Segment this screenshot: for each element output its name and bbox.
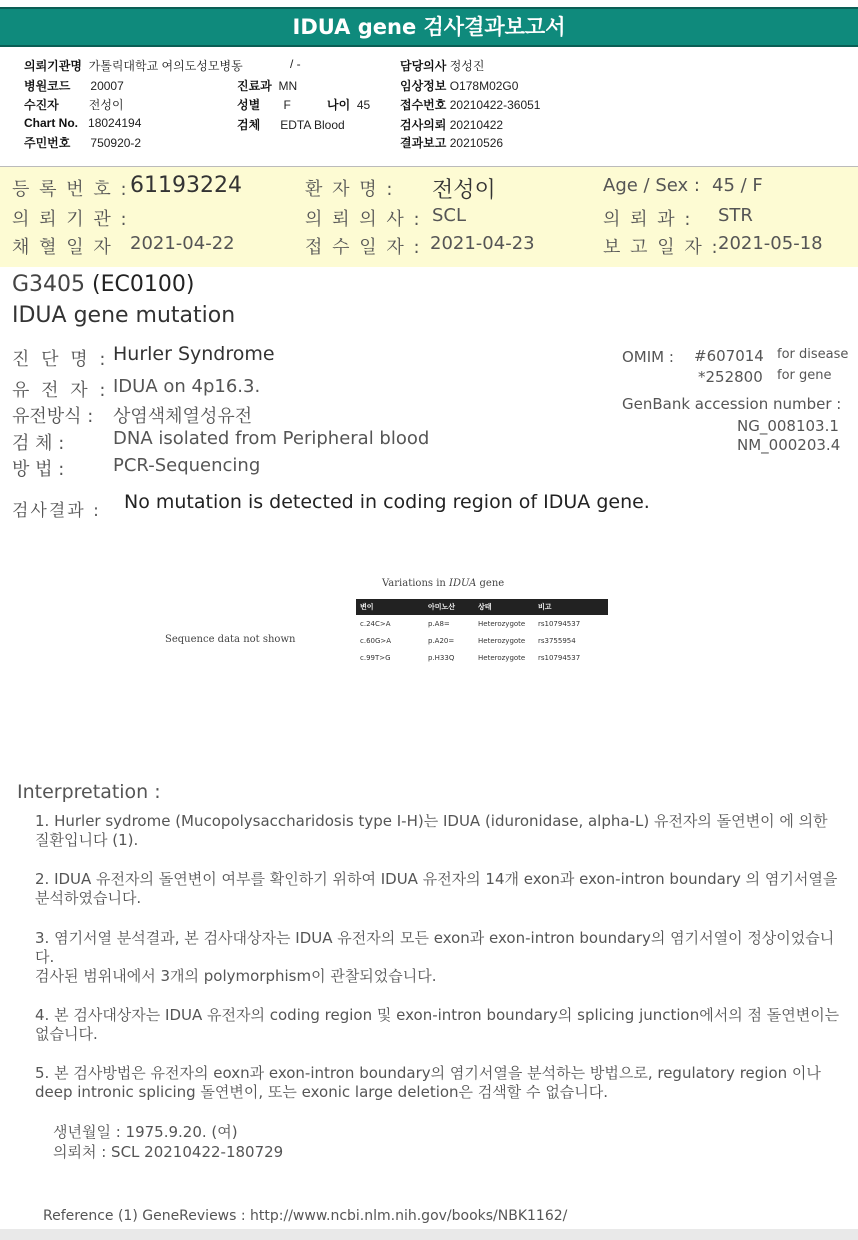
interpretation-item-5: 5. 본 검사방법은 유전자의 eoxn과 exon-intron boundary의 염기서열을 분석하는 방법으로, regulatory region 이나 deep intronic splicing 돌연변이, 또는 exonic large deletion은 검색할 수 없습니다. — [35, 1064, 821, 1101]
cell-variant: c.24C>A — [360, 619, 391, 628]
doctor-value: SCL — [432, 205, 467, 226]
patient-name-value: 전성이 — [432, 178, 496, 203]
diagnosis-value: Hurler Syndrome — [113, 343, 275, 365]
institution-label: 의 뢰 기 관 : — [12, 209, 129, 230]
omim-disease-note: for disease — [777, 347, 849, 362]
age-sex-value: 45 / F — [712, 175, 763, 196]
header-receipt-no: 접수번호 20210422-36051 — [400, 98, 541, 112]
gene-value: IDUA on 4p16.3. — [113, 376, 261, 397]
interpretation-item-4: 4. 본 검사대상자는 IDUA 유전자의 coding region 및 exon-intron boundary의 splicing junction에서의 점 돌연변이는 없습니다. — [35, 1006, 840, 1043]
interpretation-item-2: 2. IDUA 유전자의 돌연변이 여부를 확인하기 위하여 IDUA 유전자의 14개 exon과 exon-intron boundary 의 염기서열을 분석하였습니다. — [35, 870, 838, 907]
table-row — [356, 615, 608, 632]
header-hospital-code: 병원코드 20007 — [24, 79, 124, 93]
header-report-date: 결과보고 20210526 — [400, 136, 504, 150]
col-amino-acid: 아미노산 — [424, 599, 474, 615]
method-label: 방 법 : — [12, 459, 65, 480]
header-chart-no: Chart No. 18024194 — [24, 116, 142, 130]
accession-ng: NG_008103.1 — [737, 417, 839, 435]
cell-amino-acid: p.A20= — [428, 636, 455, 645]
col-variant: 변이 — [356, 599, 424, 615]
accession-nm: NM_000203.4 — [737, 436, 841, 454]
omim-disease-id: #607014 — [694, 347, 764, 365]
header-department: 진료과 MN — [237, 79, 298, 93]
cell-note: rs10794537 — [538, 619, 581, 628]
interpretation-item-3b: 검사된 범위내에서 3개의 polymorphism이 관찰되었습니다. — [35, 967, 437, 985]
header-doctor: 담당의사 정성진 — [400, 59, 485, 73]
header-age: 나이 45 — [327, 98, 371, 112]
genbank-label: GenBank accession number : — [622, 395, 842, 413]
report-date-value: 2021-05-18 — [718, 233, 823, 254]
header-clinical-info: 임상정보 O178M02G0 — [400, 79, 519, 93]
interpretation-item-3: 3. 염기서열 분석결과, 본 검사대상자는 IDUA 유전자의 모든 exon과 exon-intron boundary의 염기서열이 정상이었습니다. — [35, 929, 835, 966]
header-patient: 수진자 전성이 — [24, 98, 124, 112]
variations-title: Variations in IDUA gene — [382, 578, 505, 589]
cell-amino-acid: p.H33Q — [428, 653, 455, 662]
header-resident-no: 주민번호 750920-2 — [24, 136, 142, 150]
dept-label: 의 뢰 과 : — [603, 209, 693, 230]
cell-variant: c.99T>G — [360, 653, 391, 662]
omim-label: OMIM : — [622, 348, 674, 366]
cell-status: Heterozygote — [478, 636, 526, 645]
result-label: 검사결과 : — [12, 501, 101, 521]
test-name: IDUA gene mutation — [12, 303, 236, 328]
col-status: 상태 — [474, 599, 534, 615]
header-request-date: 검사의뢰 20210422 — [400, 118, 504, 132]
reference: Reference (1) GeneReviews : http://www.ncbi.nlm.nih.gov/books/NBK1162/ — [43, 1208, 568, 1224]
sequence-note: Sequence data not shown — [165, 634, 296, 645]
header-slash: / - — [290, 57, 301, 71]
cell-note: rs3755954 — [538, 636, 576, 645]
cell-variant: c.60G>A — [360, 636, 392, 645]
inheritance-label: 유전방식 : — [12, 406, 94, 427]
age-sex-label: Age / Sex : — [603, 175, 700, 196]
report-title: IDUA gene 검사결과보고서 — [0, 7, 858, 47]
variations-table — [356, 599, 608, 666]
cell-status: Heterozygote — [478, 653, 526, 662]
omim-gene-note: for gene — [777, 368, 832, 383]
diagnosis-label: 진 단 명 : — [12, 349, 109, 370]
patient-name-label: 환 자 명 : — [305, 179, 395, 200]
gene-label: 유 전 자 : — [12, 380, 109, 401]
dept-value: STR — [718, 205, 753, 226]
receipt-date-label: 접 수 일 자 : — [305, 237, 422, 258]
interpretation-heading: Interpretation : — [17, 781, 161, 803]
result-text: No mutation is detected in coding region of IDUA gene. — [124, 491, 650, 513]
receipt-date-value: 2021-04-23 — [430, 233, 535, 254]
header-specimen: 검체 EDTA Blood — [237, 118, 345, 132]
col-note: 비고 — [534, 599, 608, 615]
specimen-label: 검 체 : — [12, 433, 65, 454]
cell-note: rs10794537 — [538, 653, 581, 662]
cell-amino-acid: p.A8= — [428, 619, 450, 628]
header-sex: 성별 F — [237, 98, 291, 112]
reg-no-value: 61193224 — [130, 173, 242, 198]
table-row — [356, 632, 608, 649]
test-code: G3405 (EC0100) — [12, 272, 195, 297]
inheritance-value: 상염색체열성유전 — [113, 406, 253, 427]
header-institution: 의뢰기관명 가톨릭대학교 여의도성모병동 — [24, 59, 243, 73]
date-of-birth: 생년월일 : 1975.9.20. (여) — [53, 1123, 238, 1141]
method-value: PCR-Sequencing — [113, 455, 261, 476]
collect-date-value: 2021-04-22 — [130, 233, 235, 254]
doctor-label: 의 뢰 의 사 : — [305, 209, 422, 230]
client-info: 의뢰처 : SCL 20210422-180729 — [53, 1143, 284, 1161]
cell-status: Heterozygote — [478, 619, 526, 628]
page-bottom-bar — [0, 1229, 858, 1240]
table-row — [356, 649, 608, 666]
interpretation-item-1: 1. Hurler sydrome (Mucopolysaccharidosis type I-H)는 IDUA (iduronidase, alpha-L) 유전자의 돌연변이 에 의한 질환입니다 (1). — [35, 812, 828, 849]
reg-no-label: 등 록 번 호 : — [12, 179, 129, 200]
collect-date-label: 채 혈 일 자 — [12, 237, 113, 258]
omim-gene-id: *252800 — [698, 368, 763, 386]
variations-header-row — [356, 599, 608, 615]
specimen-value: DNA isolated from Peripheral blood — [113, 428, 430, 449]
report-date-label: 보 고 일 자 : — [603, 237, 720, 258]
